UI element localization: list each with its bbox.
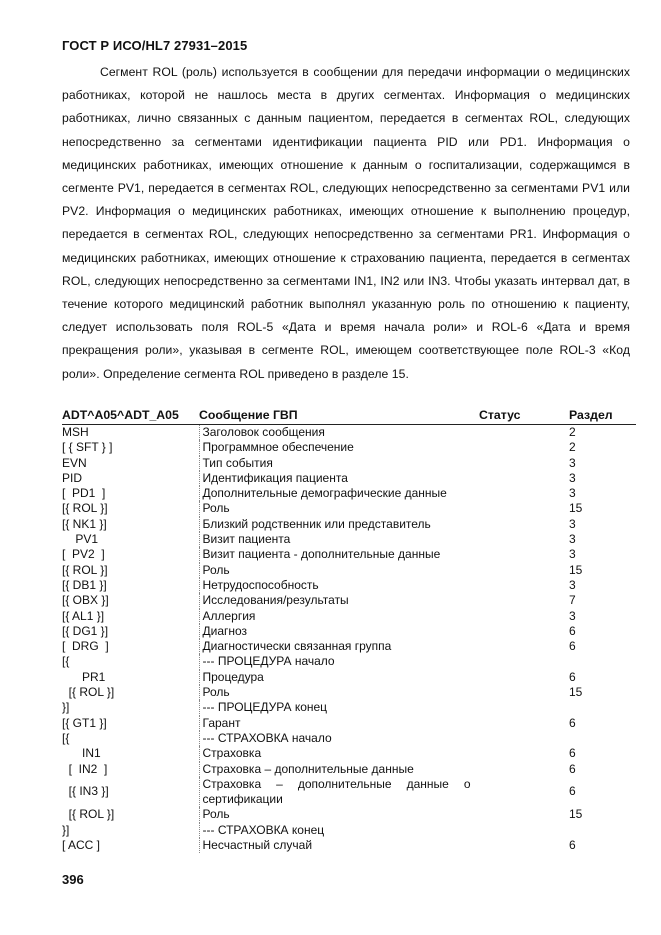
description-cell bbox=[199, 440, 479, 455]
segment-cell: [ { SFT } ] bbox=[62, 440, 113, 455]
table-row bbox=[62, 746, 636, 761]
segment-cell: [{ DB1 }] bbox=[62, 577, 107, 592]
chapter-cell: 7 bbox=[569, 593, 576, 608]
column-header-status: Статус bbox=[479, 406, 569, 425]
description-cell bbox=[199, 624, 479, 639]
description-text: Страховка – дополнительные данные bbox=[202, 761, 414, 776]
status-cell bbox=[479, 532, 569, 547]
description-cell bbox=[199, 654, 479, 669]
table-row bbox=[62, 517, 636, 532]
description-cell bbox=[199, 578, 479, 593]
segment-cell: [ ACC ] bbox=[62, 838, 101, 853]
description-cell bbox=[199, 746, 479, 761]
segment-cell: [ PD1 ] bbox=[62, 486, 106, 501]
status-cell bbox=[479, 501, 569, 516]
table-row bbox=[62, 547, 636, 562]
segment-cell: [{ ROL }] bbox=[62, 685, 115, 700]
segment-cell: [{ OBX }] bbox=[62, 593, 109, 608]
chapter-cell: 15 bbox=[569, 807, 583, 822]
status-cell bbox=[479, 425, 569, 441]
description-cell bbox=[199, 501, 479, 516]
description-text: Программное обеспечение bbox=[202, 440, 354, 455]
chapter-cell: 6 bbox=[569, 715, 576, 730]
segment-cell: [{ NK1 }] bbox=[62, 516, 107, 531]
status-cell bbox=[479, 639, 569, 654]
description-text: --- СТРАХОВКА конец bbox=[202, 822, 325, 837]
table-row bbox=[62, 471, 636, 486]
description-cell bbox=[199, 731, 479, 746]
description-text: Тип события bbox=[202, 455, 273, 470]
description-text: Роль bbox=[202, 562, 230, 577]
body-paragraph: Сегмент ROL (роль) используется в сообщении для передачи информации о медицинских работниках, которой не нашлось места в других сегментах. Информация о медицинских работниках, лично связанных с данным пациентом, передается в сегментах ROL, следующих непосредственно за сегментами идентификации пациента PID или PD1. Информация о медицинских работниках, имеющих отношение к данным о госпитализации, содержащимся в сегменте PV1, передается в сегментах ROL, следующих непосредственно за сегментами PV1 или PV2. Информация о медицинских работниках, имеющих отношение к выполнению процедур, передается в сегментах ROL, следующих непосредственно за сегментами PR1. Информация о медицинских работниках, имеющих отношение к страхованию пациента, передается в сегментах ROL, следующих непосредственно за сегментами IN1, IN2 или IN3. Чтобы указать интервал дат, в течение которого медицинский работник выполнял указанную роль по отношению к пациенту, следует использовать поля ROL-5 «Дата и время начала роли» и ROL-6 «Дата и время прекращения роли», указывая в сегменте ROL, имеющем соответствующее поле ROL-3 «Код роли». Определение сегмента ROL приведено в разделе 15. bbox=[62, 65, 630, 381]
status-cell bbox=[479, 670, 569, 685]
segment-cell: IN1 bbox=[62, 746, 101, 761]
segment-cell: [{ AL1 }] bbox=[62, 608, 105, 623]
table-row bbox=[62, 532, 636, 547]
table-row bbox=[62, 807, 636, 822]
segment-cell: MSH bbox=[62, 425, 89, 439]
description-text: Исследования/результаты bbox=[202, 593, 349, 608]
description-cell bbox=[199, 486, 479, 501]
chapter-cell: 6 bbox=[569, 761, 576, 776]
chapter-cell: 15 bbox=[569, 685, 583, 700]
description-text: Идентификация пациента bbox=[202, 470, 348, 485]
chapter-cell: 3 bbox=[569, 608, 576, 623]
chapter-cell: 3 bbox=[569, 470, 576, 485]
page-number: 396 bbox=[62, 872, 84, 887]
description-text: Визит пациента bbox=[202, 532, 291, 547]
status-cell bbox=[479, 746, 569, 761]
status-cell bbox=[479, 563, 569, 578]
status-cell bbox=[479, 716, 569, 731]
chapter-cell bbox=[569, 654, 636, 669]
table-row bbox=[62, 563, 636, 578]
status-cell bbox=[479, 654, 569, 669]
table-row bbox=[62, 609, 636, 624]
chapter-cell: 2 bbox=[569, 425, 576, 439]
status-cell bbox=[479, 823, 569, 838]
table-row bbox=[62, 823, 636, 838]
status-cell bbox=[479, 593, 569, 608]
segment-cell: [ PV2 ] bbox=[62, 547, 105, 562]
description-text: --- СТРАХОВКА начало bbox=[202, 730, 332, 745]
status-cell bbox=[479, 700, 569, 715]
description-text: Диагностически связанная группа bbox=[202, 639, 392, 654]
status-cell bbox=[479, 731, 569, 746]
table-row bbox=[62, 486, 636, 501]
description-text: Процедура bbox=[202, 669, 264, 684]
table-row bbox=[62, 654, 636, 669]
description-text: --- ПРОЦЕДУРА начало bbox=[202, 654, 335, 669]
description-cell bbox=[199, 471, 479, 486]
description-text: Страховка – дополнительные данные о сертификации bbox=[202, 776, 471, 807]
description-text: Роль bbox=[202, 501, 230, 516]
table-row bbox=[62, 501, 636, 516]
description-cell bbox=[199, 716, 479, 731]
description-cell bbox=[199, 593, 479, 608]
segment-cell: }] bbox=[62, 822, 70, 837]
column-header-message: Сообщение ГВП bbox=[199, 406, 479, 425]
description-text: Роль bbox=[202, 685, 230, 700]
chapter-cell bbox=[569, 700, 636, 715]
segment-cell: [{ ROL }] bbox=[62, 807, 115, 822]
table-row bbox=[62, 670, 636, 685]
description-text: Визит пациента - дополнительные данные bbox=[202, 547, 441, 562]
segment-cell: PID bbox=[62, 470, 83, 485]
status-cell bbox=[479, 609, 569, 624]
chapter-cell: 15 bbox=[569, 501, 583, 516]
segment-cell: PV1 bbox=[62, 532, 99, 547]
chapter-cell: 3 bbox=[569, 577, 576, 592]
table-row bbox=[62, 578, 636, 593]
description-text: Несчастный случай bbox=[202, 838, 313, 853]
description-cell bbox=[199, 777, 479, 808]
segment-cell: [{ ROL }] bbox=[62, 562, 108, 577]
status-cell bbox=[479, 486, 569, 501]
status-cell bbox=[479, 517, 569, 532]
status-cell bbox=[479, 777, 569, 808]
chapter-cell bbox=[569, 823, 636, 838]
table-row bbox=[62, 456, 636, 471]
table-row bbox=[62, 762, 636, 777]
description-text: Роль bbox=[202, 807, 230, 822]
description-cell bbox=[199, 425, 479, 441]
description-cell bbox=[199, 609, 479, 624]
description-text: Гарант bbox=[202, 715, 241, 730]
description-cell bbox=[199, 685, 479, 700]
description-text: Дополнительные демографические данные bbox=[202, 486, 447, 501]
description-text: --- ПРОЦЕДУРА конец bbox=[202, 700, 328, 715]
segment-cell: EVN bbox=[62, 455, 87, 470]
table-row bbox=[62, 777, 636, 808]
segment-cell: [ IN2 ] bbox=[62, 761, 108, 776]
table-body bbox=[62, 425, 636, 854]
segment-cell: [{ bbox=[62, 654, 70, 669]
description-cell bbox=[199, 762, 479, 777]
table-row bbox=[62, 440, 636, 455]
description-cell bbox=[199, 532, 479, 547]
status-cell bbox=[479, 471, 569, 486]
chapter-cell: 2 bbox=[569, 440, 576, 455]
segment-cell: PR1 bbox=[62, 669, 106, 684]
chapter-cell: 6 bbox=[569, 784, 576, 799]
description-text: Нетрудоспособность bbox=[202, 577, 319, 592]
segment-cell: }] bbox=[62, 700, 70, 715]
segment-cell: [{ ROL }] bbox=[62, 501, 108, 516]
table-row bbox=[62, 685, 636, 700]
table-row bbox=[62, 425, 636, 441]
chapter-cell: 15 bbox=[569, 562, 583, 577]
description-text: Близкий родственник или представитель bbox=[202, 516, 431, 531]
table-header-row bbox=[62, 406, 636, 425]
segment-cell: [{ bbox=[62, 730, 70, 745]
status-cell bbox=[479, 578, 569, 593]
description-cell bbox=[199, 639, 479, 654]
table-row bbox=[62, 593, 636, 608]
table-row bbox=[62, 639, 636, 654]
status-cell bbox=[479, 838, 569, 853]
column-header-segment: ADT^A05^ADT_A05 bbox=[62, 406, 199, 425]
description-cell bbox=[199, 823, 479, 838]
status-cell bbox=[479, 624, 569, 639]
status-cell bbox=[479, 762, 569, 777]
status-cell bbox=[479, 456, 569, 471]
chapter-cell: 6 bbox=[569, 639, 576, 654]
description-text: Заголовок сообщения bbox=[202, 425, 325, 439]
chapter-cell: 3 bbox=[569, 532, 576, 547]
segment-cell: [{ GT1 }] bbox=[62, 715, 107, 730]
table-row bbox=[62, 731, 636, 746]
table-row bbox=[62, 716, 636, 731]
chapter-cell: 6 bbox=[569, 838, 576, 853]
column-header-chapter: Раздел bbox=[569, 406, 636, 425]
description-text: Страховка bbox=[202, 746, 262, 761]
status-cell bbox=[479, 807, 569, 822]
chapter-cell: 3 bbox=[569, 516, 576, 531]
chapter-cell: 3 bbox=[569, 547, 576, 562]
message-structure-table bbox=[62, 406, 636, 853]
description-cell bbox=[199, 547, 479, 562]
chapter-cell: 6 bbox=[569, 669, 576, 684]
segment-cell: [{ DG1 }] bbox=[62, 623, 109, 638]
description-cell bbox=[199, 670, 479, 685]
chapter-cell bbox=[569, 731, 636, 746]
chapter-cell: 3 bbox=[569, 455, 576, 470]
table-row bbox=[62, 838, 636, 853]
table-row bbox=[62, 624, 636, 639]
status-cell bbox=[479, 547, 569, 562]
chapter-cell: 6 bbox=[569, 746, 576, 761]
description-text: Диагноз bbox=[202, 623, 248, 638]
description-text: Аллергия bbox=[202, 608, 256, 623]
segment-cell: [{ IN3 }] bbox=[62, 784, 109, 799]
description-cell bbox=[199, 807, 479, 822]
chapter-cell: 6 bbox=[569, 623, 576, 638]
segment-cell: [ DRG ] bbox=[62, 639, 109, 654]
status-cell bbox=[479, 440, 569, 455]
chapter-cell: 3 bbox=[569, 486, 576, 501]
table-row bbox=[62, 700, 636, 715]
description-cell bbox=[199, 700, 479, 715]
description-cell bbox=[199, 456, 479, 471]
description-cell bbox=[199, 517, 479, 532]
page-header: ГОСТ Р ИСО/HL7 27931–2015 bbox=[62, 38, 248, 53]
description-cell bbox=[199, 838, 479, 853]
status-cell bbox=[479, 685, 569, 700]
description-cell bbox=[199, 563, 479, 578]
